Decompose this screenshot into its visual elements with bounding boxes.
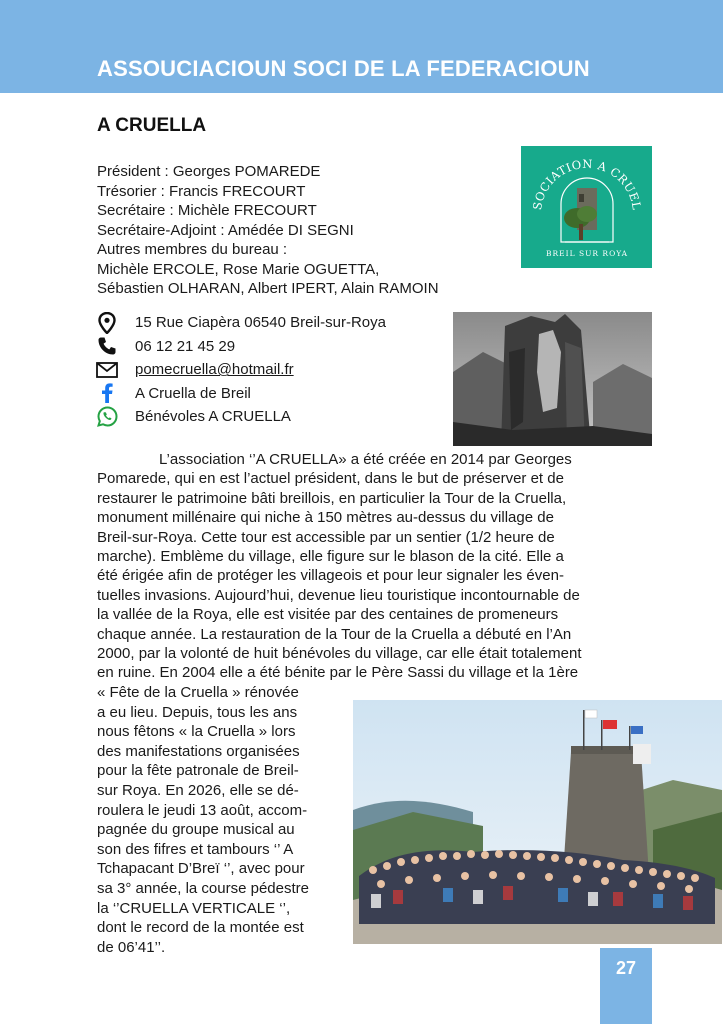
article-body: [97, 450, 652, 683]
body-line: roulera le jeudi 13 août, accom-: [97, 801, 308, 819]
article-body-wrapped: [97, 683, 339, 957]
contact-email-link[interactable]: pomecruella@hotmail.fr: [135, 361, 294, 379]
logo-graphic: [521, 146, 652, 268]
whatsapp-icon: [95, 406, 119, 428]
facebook-icon: [95, 382, 119, 404]
body-line: été érigée afin de protéger les villageois et pour leur signaler les éven-: [97, 567, 564, 585]
body-line: Tchapacant D’Breï ‘’, avec pour: [97, 860, 305, 878]
envelope-icon: [95, 359, 119, 381]
contact-phone-row: [95, 335, 455, 359]
body-line: des manifestations organisées: [97, 742, 300, 760]
contact-address-row: [95, 311, 455, 335]
body-line: marche). Emblème du village, elle figure sur le blason de la cité. Elle a: [97, 548, 564, 566]
festival-crowd-photo: [353, 700, 722, 944]
body-line: Pomarede, qui en est l’actuel président, dans le but de préserver et de: [97, 470, 564, 488]
body-line: monument millénaire qui niche à 150 mètres au-dessus du village de: [97, 509, 554, 527]
logo-bottom-text: BREIL SUR ROYA: [545, 249, 629, 258]
body-line: 2000, par la volonté de huit bénévoles du village, car elle était totalement: [97, 645, 582, 663]
officer-other-members-1: Michèle ERCOLE, Rose Marie OGUETTA,: [97, 260, 380, 278]
body-line: pour la fête patronale de Breil-: [97, 762, 299, 780]
tower-ruin-photo: [453, 312, 652, 446]
header-title: ASSOUCIACIOUN SOCI DE LA FEDERACIOUN: [97, 56, 590, 81]
contact-address: 15 Rue Ciapèra 06540 Breil-sur-Roya: [135, 314, 386, 332]
body-line: sa 3° année, la course pédestre: [97, 879, 309, 897]
contact-whatsapp-row: [95, 405, 455, 429]
body-line: nous fêtons « la Cruella » lors: [97, 723, 296, 741]
body-line: la vallée de la Roya, elle est visitée par des centaines de promeneurs: [97, 606, 559, 624]
page-number-tab: [600, 948, 652, 1024]
phone-icon: [95, 335, 119, 357]
body-line: a eu lieu. Depuis, tous les ans: [97, 703, 298, 721]
officer-president: Président : Georges POMAREDE: [97, 163, 321, 180]
logo-top-text: SOCIATION A CRUEL: [530, 156, 644, 212]
officer-secretary: Secrétaire : Michèle FRECOURT: [97, 202, 317, 219]
contact-facebook-row: [95, 382, 455, 406]
body-line: dont le record de la montée est: [97, 919, 304, 937]
officer-other-members-2: Sébastien OLHARAN, Albert IPERT, Alain RAMOIN: [97, 280, 439, 297]
officer-deputy-secretary: Secrétaire-Adjoint : Amédée DI SEGNI: [97, 221, 354, 239]
contact-list: [95, 311, 455, 429]
body-line: de 06’41’’.: [97, 938, 166, 956]
map-pin-icon: [95, 312, 119, 334]
body-line: L’association ‘’A CRUELLA» a été créée en 2014 par Georges: [159, 451, 572, 468]
body-line: chaque année. La restauration de la Tour de la Cruella a débuté en l’An: [97, 625, 572, 643]
officers-list: [97, 162, 517, 299]
body-line: tuelles invasions. Aujourd’hui, devenue lieu touristique incontournable de: [97, 586, 580, 604]
contact-whatsapp[interactable]: Bénévoles A CRUELLA: [135, 408, 291, 426]
body-line: Breil-sur-Roya. Cette tour est accessible par un sentier (1/2 heure de: [97, 528, 555, 546]
body-line: sur Roya. En 2026, elle se dé-: [97, 781, 299, 799]
body-line: en ruine. En 2004 elle a été bénite par le Père Sassi du village et la 1ère: [97, 664, 579, 682]
body-line: pagnée du groupe musical au: [97, 821, 295, 839]
body-line: restaurer le patrimoine bâti breillois, en particulier la Tour de la Cruella,: [97, 489, 567, 507]
contact-phone[interactable]: 06 12 21 45 29: [135, 337, 236, 355]
article-title: A CRUELLA: [97, 115, 207, 136]
body-line: « Fête de la Cruella » rénovée: [97, 684, 299, 701]
body-line: son des fifres et tambours ‘’ A: [97, 840, 294, 858]
officer-treasurer: Trésorier : Francis FRECOURT: [97, 182, 306, 200]
contact-facebook[interactable]: A Cruella de Breil: [135, 384, 251, 402]
contact-email-row: [95, 358, 455, 382]
page-number: 27: [615, 958, 637, 978]
association-logo: [521, 146, 652, 268]
page-header-band: [0, 0, 723, 93]
officer-other-heading: Autres membres du bureau :: [97, 241, 288, 258]
body-line: la ‘’CRUELLA VERTICALE ‘’,: [97, 899, 291, 917]
